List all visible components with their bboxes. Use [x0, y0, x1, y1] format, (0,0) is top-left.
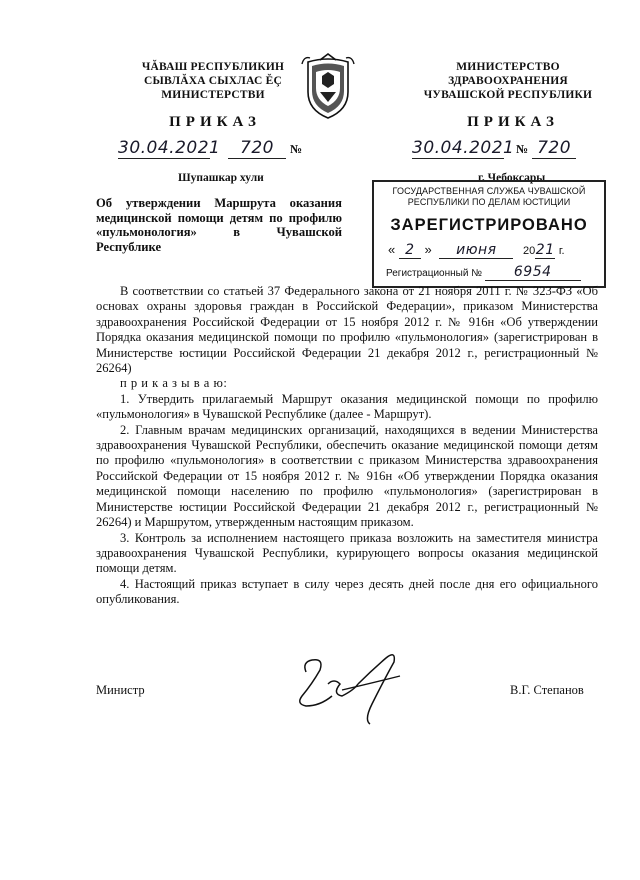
- right-place: г. Чебоксары: [478, 172, 546, 184]
- left-date: 30.04.2021: [118, 138, 221, 158]
- item-1: 1. Утвердить прилагаемый Маршрут оказания медицинской помощи по профилю «пульмонология» в Чувашской Республике (далее - Маршрут).: [96, 391, 598, 422]
- header-right-line-1: МИНИСТЕРСТВО: [456, 61, 560, 73]
- stamp-date-row: [388, 242, 598, 259]
- stamp-month: июня: [439, 242, 513, 259]
- stamp-reg-number: 6954: [485, 264, 581, 281]
- left-number: 720: [228, 138, 286, 159]
- document-body: [96, 284, 598, 608]
- order-word: п р и к а з ы в а ю:: [120, 376, 228, 391]
- item-3: 3. Контроль за исполнением настоящего приказа возложить на заместителя министра здравоохранения Чувашской Республики, курирующего вопросы оказания медицинской помощи детям.: [96, 530, 598, 576]
- right-number: 720: [532, 138, 576, 159]
- handwritten-signature: [272, 640, 422, 730]
- prikaz-left: ПРИКАЗ: [169, 114, 261, 130]
- stamp-year-prefix: 20: [522, 245, 536, 257]
- header-right-line-3: ЧУВАШСКОЙ РЕСПУБЛИКИ: [423, 89, 593, 101]
- stamp-reg-label: Регистрационный №: [386, 268, 482, 279]
- left-place: Шупашкар хули: [178, 172, 264, 184]
- header-right: [418, 60, 598, 102]
- header-right-line-2: ЗДРАВООХРАНЕНИЯ: [448, 75, 568, 87]
- stamp-quote-close: »: [424, 242, 432, 257]
- stamp-reg-row: [386, 264, 596, 281]
- left-date-number: [118, 138, 318, 160]
- header-left-line-2: СЫВЛĂХА СЫХЛАС ĔÇ: [144, 75, 282, 87]
- right-date: 30.04.2021: [412, 138, 515, 158]
- coat-of-arms-icon: [300, 52, 356, 122]
- header-left-line-3: МИНИСТЕРСТВИ: [161, 89, 265, 101]
- stamp-day: 2: [399, 242, 421, 259]
- right-number-sign: №: [516, 142, 529, 156]
- signatory-position: Министр: [96, 683, 145, 697]
- stamp-line-2: РЕСПУБЛИКИ ПО ДЕЛАМ ЮСТИЦИИ: [407, 197, 571, 207]
- item-2: 2. Главным врачам медицинских организаций, находящихся в ведении Министерства здравоохранения Чувашской Республики, обеспечить оказание медицинской помощи детям по профилю «пульмонология» в соответствии с приказом Министерства здравоохранения Российской Федерации от 15 ноября 2012 г. № 916н «Об утверждении Порядка оказания медицинской помощи населению по профилю «пульмонология» (зарегистрирован в Министерстве юстиции Российской Федерации 21 декабря 2012 г., регистрационный № 26264) и Маршрутом, утвержденным настоящим приказом.: [96, 422, 598, 530]
- item-4: 4. Настоящий приказ вступает в силу через десять дней после дня его официального опубликования.: [96, 576, 598, 607]
- stamp-quote-open: «: [388, 242, 396, 257]
- stamp-year-suffix: 21: [535, 242, 555, 258]
- right-date-number: [412, 138, 612, 160]
- registration-stamp: [372, 180, 606, 288]
- stamp-year-g: г.: [558, 245, 565, 257]
- stamp-registered: ЗАРЕГИСТРИРОВАНО: [390, 216, 588, 234]
- document-title: Об утверждении Маршрута оказания медицинской помощи детям по профилю «пульмонология» в Чувашской Республике: [96, 196, 342, 254]
- header-left: [118, 60, 308, 102]
- intro-paragraph: В соответствии со статьей 37 Федерального закона от 21 ноября 2011 г. № 323-ФЗ «Об основах охраны здоровья граждан в Российской Федерации», приказом Министерства здравоохранения Российской Федерации от 15 ноября 2012 г. № 916н «Об утверждении Порядка оказания медицинской помощи по профилю «пульмонология» (зарегистрирован в Министерстве юстиции Российской Федерации 21 декабря 2012 г., регистрационный № 26264): [96, 284, 598, 376]
- stamp-line-1: ГОСУДАРСТВЕННАЯ СЛУЖБА ЧУВАШСКОЙ: [392, 186, 586, 196]
- left-number-sign: №: [290, 142, 303, 156]
- signatory-name: В.Г. Степанов: [510, 683, 584, 697]
- prikaz-right: ПРИКАЗ: [467, 114, 559, 130]
- header-left-line-1: ЧĂВАШ РЕСПУБЛИКИН: [141, 61, 285, 73]
